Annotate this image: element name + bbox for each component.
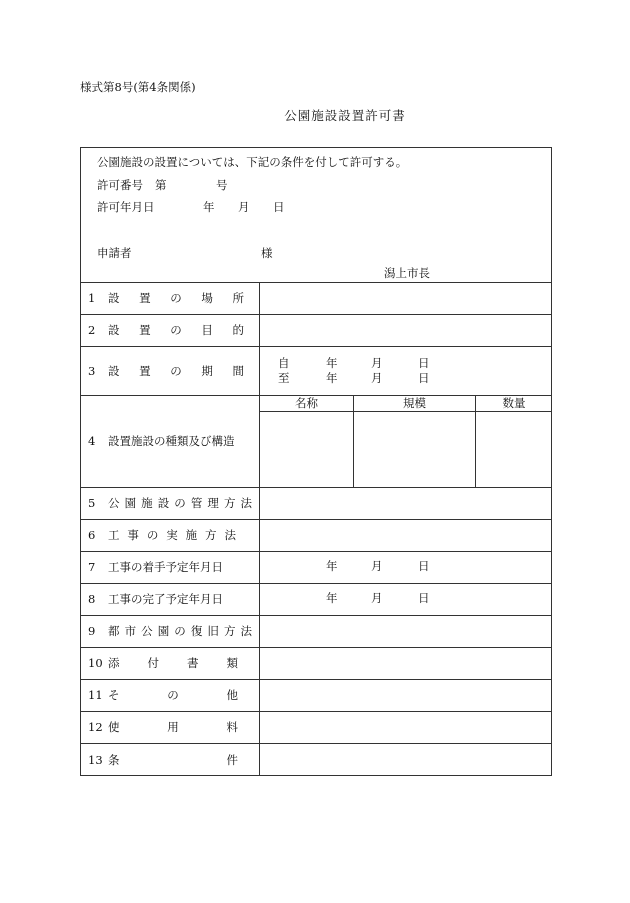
- row-label: [88, 647, 238, 679]
- label-char: の: [146, 528, 159, 542]
- start-date-day: 日: [418, 559, 430, 573]
- label-char: 書: [187, 656, 199, 670]
- row-label: [88, 395, 256, 487]
- label-char: の: [170, 323, 182, 337]
- label-char: の: [167, 688, 179, 702]
- structure-col-name: 名称: [295, 396, 318, 410]
- structure-col-scale: 規模: [403, 396, 426, 410]
- row-number: 6: [88, 528, 96, 542]
- period-to: 至: [278, 371, 290, 385]
- label-char: 期: [201, 363, 213, 378]
- row-text: [108, 322, 244, 338]
- row-number: 8: [88, 592, 96, 606]
- period-from-day: 日: [418, 356, 430, 370]
- label-char: 復: [190, 624, 203, 638]
- start-date-month: 月: [371, 559, 383, 573]
- row-label: [88, 743, 238, 776]
- row-text: [108, 623, 252, 639]
- structure-header-line: [259, 411, 552, 412]
- permit-number-prefix: 第: [155, 178, 167, 192]
- row-label: [88, 487, 252, 519]
- period-from-month: 月: [371, 356, 383, 370]
- period-to-month: 月: [371, 371, 383, 385]
- label-char: 条: [108, 752, 120, 767]
- row-label: [88, 583, 256, 615]
- row-number: 5: [88, 496, 96, 510]
- label-char: 目: [201, 323, 213, 337]
- row-text: 設置施設の種類及び構造: [108, 434, 235, 448]
- label-char: 置: [139, 363, 151, 378]
- label-char: の: [174, 624, 186, 638]
- period-from-year: 年: [326, 356, 338, 370]
- period-from: 自: [278, 356, 290, 370]
- permit-statement: 公園施設の設置については、下記の条件を付して許可する。: [97, 155, 408, 169]
- label-char: 的: [232, 323, 244, 337]
- label-char: 使: [108, 720, 120, 734]
- label-char: 設: [157, 496, 170, 510]
- row-text: 工事の完了予定年月日: [108, 592, 223, 606]
- label-char: 施: [141, 496, 153, 510]
- label-char: 方: [223, 496, 236, 510]
- label-char: 付: [147, 656, 159, 670]
- structure-col-qty: 数量: [502, 396, 526, 410]
- row-text: 工事の着手予定年月日: [108, 560, 223, 574]
- row-text: [108, 655, 238, 671]
- row-label: [88, 519, 236, 551]
- row-number: 11: [88, 688, 103, 702]
- label-char: 方: [205, 528, 217, 542]
- period-to-day: 日: [418, 371, 430, 385]
- label-char: 施: [185, 528, 198, 542]
- label-char: 所: [232, 291, 244, 305]
- label-char: 園: [157, 624, 170, 638]
- end-date-day: 日: [418, 591, 430, 605]
- permit-date-label: 許可年月日: [97, 200, 155, 214]
- row-label: [88, 615, 252, 647]
- row-number: 9: [88, 624, 96, 638]
- row-number: 1: [88, 291, 96, 305]
- row-text: [108, 290, 244, 306]
- row-label: [88, 551, 256, 583]
- label-char: 置: [139, 323, 151, 337]
- label-char: 間: [232, 363, 244, 378]
- row-number: 13: [88, 752, 103, 767]
- start-date-year: 年: [326, 559, 338, 573]
- label-char: 用: [167, 720, 179, 734]
- label-char: そ: [108, 688, 120, 702]
- row-number: 10: [88, 656, 103, 670]
- label-char: 置: [139, 291, 151, 305]
- label-char: 事: [127, 528, 139, 542]
- label-char: 設: [108, 323, 120, 337]
- permit-date-day: 日: [273, 200, 285, 214]
- permit-date-year: 年: [203, 200, 215, 214]
- label-char: の: [170, 363, 182, 378]
- row-number: 7: [88, 560, 96, 574]
- label-char: 公: [141, 624, 153, 638]
- permit-number-label: 許可番号: [97, 178, 143, 192]
- end-date-month: 月: [371, 591, 383, 605]
- row-label: [88, 346, 244, 395]
- label-char: 管: [190, 496, 203, 510]
- label-char: 添: [108, 656, 120, 670]
- form-number: 様式第8号(第4条関係): [80, 80, 196, 94]
- row-text: [108, 363, 244, 379]
- document-title: 公園施設設置許可書: [284, 108, 406, 123]
- label-char: 件: [226, 752, 238, 767]
- label-char: の: [170, 291, 182, 305]
- label-char: 実: [166, 528, 178, 542]
- label-char: 都: [108, 624, 120, 638]
- row-text: [108, 687, 238, 703]
- permit-date-month: 月: [238, 200, 250, 214]
- issuer: 潟上市長: [384, 266, 430, 280]
- applicant-label: 申請者: [97, 246, 132, 260]
- label-char: 法: [224, 528, 236, 542]
- label-char: 公: [108, 496, 120, 510]
- label-char: 方: [223, 624, 236, 638]
- label-char: 工: [108, 528, 120, 542]
- row-number: 4: [88, 434, 96, 448]
- applicant-honorific: 様: [261, 246, 273, 260]
- end-date-year: 年: [326, 591, 338, 605]
- label-char: 理: [207, 496, 219, 510]
- row-text: [108, 527, 236, 543]
- label-char: 園: [124, 496, 137, 510]
- permit-number-suffix: 号: [216, 178, 228, 192]
- label-char: 料: [226, 720, 238, 734]
- label-char: 法: [240, 624, 252, 638]
- label-char: 類: [226, 656, 238, 670]
- label-char: 法: [240, 496, 252, 510]
- row-text: [108, 752, 238, 768]
- label-char: 旧: [207, 624, 219, 638]
- label-char: の: [174, 496, 186, 510]
- row-text: [108, 719, 238, 735]
- row-number: 3: [88, 363, 96, 378]
- row-number: 2: [88, 323, 96, 337]
- label-char: 市: [124, 624, 137, 638]
- row-label: [88, 314, 244, 346]
- row-label: [88, 679, 238, 711]
- row-number: 12: [88, 720, 103, 734]
- label-char: 場: [201, 291, 213, 305]
- row-label: [88, 711, 238, 743]
- label-char: 設: [108, 291, 120, 305]
- label-char: 他: [226, 688, 238, 702]
- label-char: 設: [108, 363, 120, 378]
- row-label: [88, 282, 244, 314]
- period-to-year: 年: [326, 371, 338, 385]
- label-column-divider: [259, 282, 260, 776]
- row-text: [108, 495, 252, 511]
